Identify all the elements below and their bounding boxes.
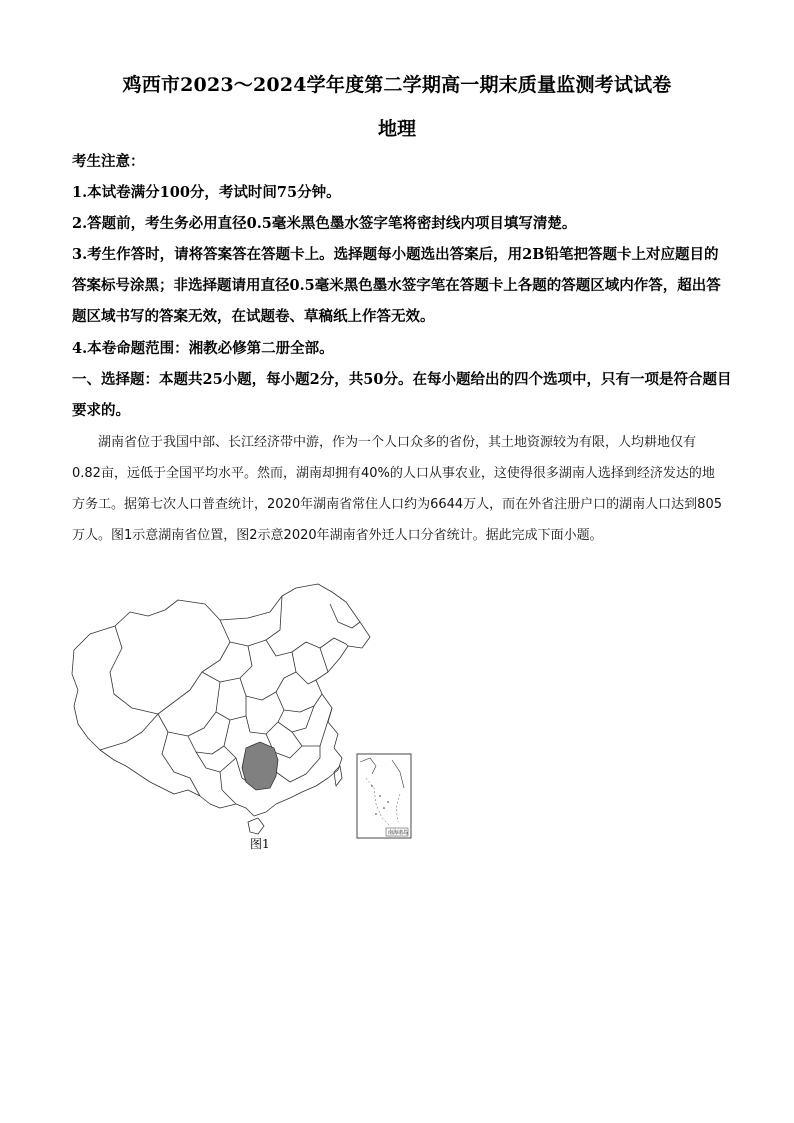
subject-title: 地理 — [377, 118, 416, 140]
note-item-2: 2.答题前，考生务必用直径0.5毫米黑色墨水签字笔将密封线内项目填写清楚。 — [72, 215, 577, 232]
south-china-sea-inset — [357, 754, 411, 838]
document-title: 鸡西市2023～2024学年度第二学期高一期末质量监测考试试卷 — [122, 74, 672, 96]
note-item-4: 4.本卷命题范围：湘教必修第二册全部。 — [72, 340, 334, 357]
china-map-figure — [70, 582, 415, 852]
note-item-3: 3.考生作答时，请将答案答在答题卡上。选择题每小题选出答案后，用2B铅笔把答题卡上对应题目的答案标号涂黑；非选择题请用直径0.5毫米黑色墨水签字笔在答题卡上各题的答题区域内作答，超出答题区域书写的答案无效，在试题卷、草稿纸上作答无效。 — [72, 246, 721, 325]
reading-passage: 湖南省位于我国中部、长江经济带中游，作为一个人口众多的省份，其土地资源较为有限，人均耕地仅有0.82亩，远低于全国平均水平。然而，湖南却拥有40%的人口从事农业，这使得很多湖南人选择到经济发达的地方务工。据第七次人口普查统计，2020年湖南省常住人口约为6644万人，而在外省注册户口的湖南人口达到805万人。图1示意湖南省位置，图2示意2020年湖南省外迁人口分省统计。据此完成下面小题。 — [72, 435, 722, 543]
hainan-island — [248, 818, 264, 834]
figure-caption: 图1 — [250, 837, 270, 851]
note-item-1: 1.本试卷满分100分，考试时间75分钟。 — [72, 184, 341, 201]
inset-label: 南海诸岛 — [388, 830, 409, 836]
hunan-province-highlight — [242, 742, 278, 790]
section-heading: 一、选择题：本题共25小题，每小题2分，共50分。在每小题给出的四个选项中，只有一项是符合题目要求的。 — [72, 371, 732, 419]
notes-heading: 考生注意： — [72, 153, 145, 170]
